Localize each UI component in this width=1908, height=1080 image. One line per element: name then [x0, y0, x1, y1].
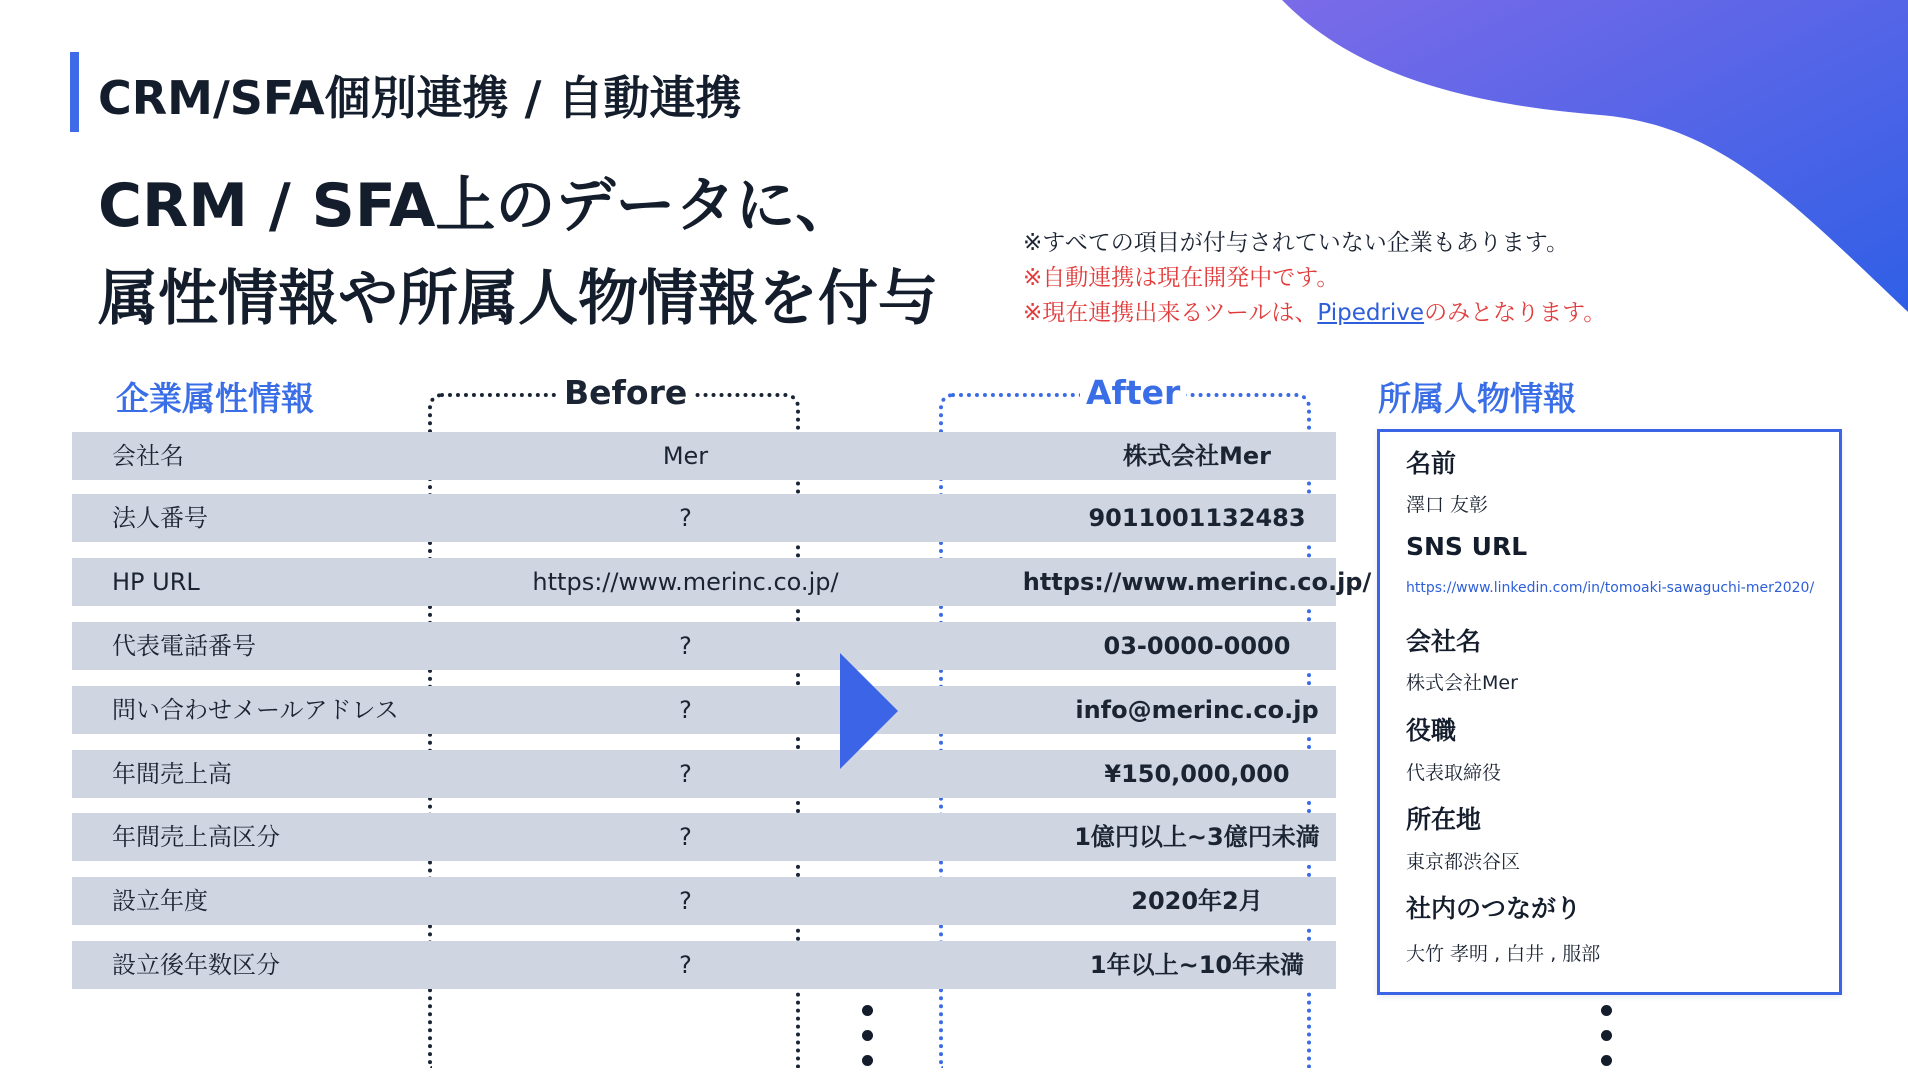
after-value: https://www.merinc.co.jp/ — [1022, 568, 1372, 596]
location-value: 東京都渋谷区 — [1406, 851, 1521, 873]
table-row — [72, 558, 1372, 606]
row-label: 法人番号 — [112, 504, 208, 532]
table-row — [72, 432, 1336, 480]
person-info-card — [1377, 429, 1842, 995]
before-value: ? — [679, 696, 692, 724]
row-label: 問い合わせメールアドレス — [112, 696, 399, 724]
before-value: https://www.merinc.co.jp/ — [532, 568, 839, 596]
row-label: 代表電話番号 — [112, 632, 256, 660]
after-value: 9011001132483 — [1088, 504, 1306, 532]
section-title: CRM/SFA個別連携 / 自動連携 — [98, 71, 742, 125]
company-attributes-heading: 企業属性情報 — [116, 373, 314, 420]
table-row — [72, 686, 1336, 734]
before-value: ? — [679, 632, 692, 660]
name-label: 名前 — [1406, 449, 1457, 478]
row-label: 設立年度 — [112, 887, 208, 915]
after-value: info@merinc.co.jp — [1075, 696, 1319, 724]
note-supported-suffix: のみとなります。 — [1424, 300, 1607, 326]
note-in-development: ※自動連携は現在開発中です。 — [1023, 265, 1340, 291]
connections-value: 大竹 孝明 , 白井 , 服部 — [1406, 943, 1601, 965]
title-accent-bar — [70, 52, 79, 132]
headline — [98, 160, 938, 346]
table-row — [72, 877, 1336, 925]
after-value: 2020年2月 — [1131, 887, 1263, 915]
note-coverage: ※すべての項目が付与されていない企業もあります。 — [1023, 230, 1569, 256]
row-label: 年間売上高区分 — [112, 823, 280, 851]
table-row — [72, 750, 1336, 798]
table-row — [72, 941, 1336, 989]
before-value: ? — [679, 760, 692, 788]
note-supported-tools — [1023, 296, 1606, 331]
row-label: HP URL — [112, 568, 200, 596]
vertical-ellipsis-icon — [862, 1005, 874, 1080]
note-supported-prefix: ※現在連携出来るツールは、 — [1023, 300, 1318, 326]
after-value: 1年以上~10年未満 — [1089, 951, 1305, 979]
sns-url-link[interactable]: https://www.linkedin.com/in/tomoaki-sawaguchi-mer2020/ — [1406, 580, 1815, 596]
after-heading: After — [1080, 373, 1186, 412]
company-value: 株式会社Mer — [1406, 672, 1518, 694]
after-value: 03-0000-0000 — [1103, 632, 1291, 660]
after-value: ¥150,000,000 — [1104, 760, 1290, 788]
table-row — [72, 622, 1336, 670]
name-value: 澤口 友彰 — [1406, 494, 1489, 516]
person-info-heading: 所属人物情報 — [1378, 373, 1576, 420]
pipedrive-link[interactable]: Pipedrive — [1317, 300, 1425, 326]
headline-line-1: CRM / SFA上のデータに、 — [98, 171, 856, 241]
notes — [1023, 226, 1606, 331]
location-label: 所在地 — [1406, 805, 1482, 834]
row-label: 会社名 — [112, 442, 184, 470]
before-value: ? — [679, 887, 692, 915]
row-label: 設立後年数区分 — [112, 951, 280, 979]
position-label: 役職 — [1406, 716, 1457, 745]
company-label: 会社名 — [1406, 627, 1482, 656]
before-value: Mer — [662, 442, 709, 470]
play-arrow-icon — [840, 653, 898, 769]
before-value: ? — [679, 823, 692, 851]
row-label: 年間売上高 — [112, 760, 232, 788]
before-value: ? — [679, 951, 692, 979]
vertical-ellipsis-icon — [1601, 1005, 1613, 1080]
headline-line-2: 属性情報や所属人物情報を付与 — [98, 264, 938, 334]
before-heading: Before — [558, 373, 693, 412]
after-value: 1億円以上~3億円未満 — [1074, 823, 1320, 851]
after-value: 株式会社Mer — [1123, 442, 1271, 470]
table-row — [72, 813, 1336, 861]
position-value: 代表取締役 — [1406, 762, 1502, 784]
connections-label: 社内のつながり — [1406, 894, 1582, 923]
table-row — [72, 494, 1336, 542]
sns-url-label: SNS URL — [1406, 532, 1528, 561]
before-value: ? — [679, 504, 692, 532]
